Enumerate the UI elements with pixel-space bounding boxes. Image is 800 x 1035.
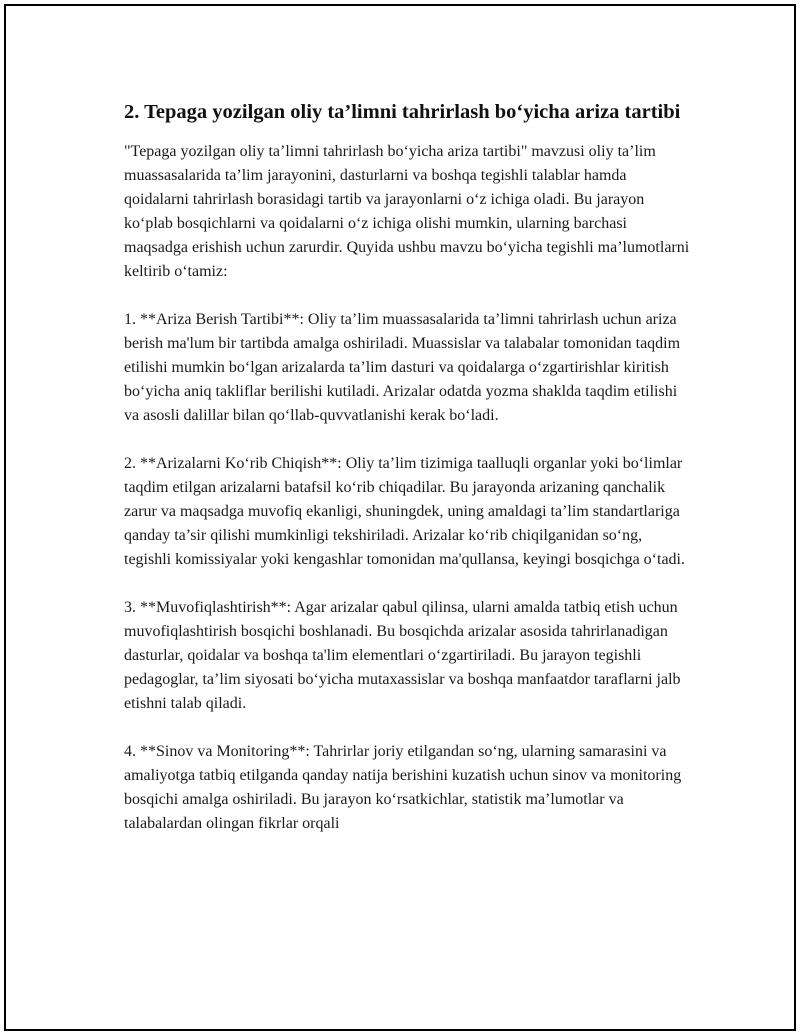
document-body xyxy=(124,98,690,836)
paragraph-muvofiqlashtirish: 3. **Muvofiqlashtirish**: Agar arizalar qabul qilinsa, ularni amalda tatbiq etish uchun muvofiqlashtirish bosqichi boshlanadi. Bu bosqichda arizalar asosida tahrirlanadigan dasturlar, qoidalar va boshqa ta'lim elementlari o‘zgartiriladi. Bu jarayon tegishli pedagoglar, ta’lim siyosati bo‘yicha mutaxassislar va boshqa manfaatdor taraflarni jalb etishni talab qiladi. xyxy=(124,599,681,712)
intro-paragraph: "Tepaga yozilgan oliy ta’limni tahrirlash bo‘yicha ariza tartibi" mavzusi oliy ta’lim muassasalarida ta’lim jarayonini, dasturlarni va boshqa tegishli talablar hamda qoidalarni tahrirlash borasidagi tartib va jarayonlarni o‘z ichiga oladi. Bu jarayon ko‘plab bosqichlarni va qoidalarni o‘z ichiga olishi mumkin, ularning barchasi maqsadga erishish uchun zarurdir. Quyida ushbu mavzu bo‘yicha tegishli ma’lumotlarni keltirib o‘tamiz: xyxy=(124,143,690,280)
page-frame xyxy=(4,4,796,1031)
paragraph-korib-chiqish: 2. **Arizalarni Ko‘rib Chiqish**: Oliy ta’lim tizimiga taalluqli organlar yoki bo‘limlar taqdim etilgan arizalarni batafsil ko‘rib chiqadilar. Bu jarayonda arizaning qanchalik zarur va maqsadga muvofiq ekanligi, shuningdek, uning amaldagi ta’lim standartlariga qanday ta’sir qilishi mumkinligi tekshiriladi. Arizalar ko‘rib chiqilganidan so‘ng, tegishli komissiyalar yoki kengashlar tomonidan ma'qullansa, keyingi bosqichga o‘tadi. xyxy=(124,455,685,568)
section-heading: 2. Tepaga yozilgan oliy ta’limni tahrirlash bo‘yicha ariza tartibi xyxy=(124,101,681,123)
paragraph-sinov-monitoring: 4. **Sinov va Monitoring**: Tahrirlar joriy etilgandan so‘ng, ularning samarasini va amaliyotga tatbiq etilganda qanday natija berishini kuzatish uchun sinov va monitoring bosqichi amalga oshiriladi. Bu jarayon ko‘rsatkichlar, statistik ma’lumotlar va talabalardan olingan fikrlar orqali xyxy=(124,743,682,832)
paragraph-ariza-berish: 1. **Ariza Berish Tartibi**: Oliy ta’lim muassasalarida ta’limni tahrirlash uchun ariza berish ma'lum bir tartibda amalga oshiriladi. Muassislar va talabalar tomonidan taqdim etilishi mumkin bo‘lgan arizalarda ta’lim dasturi va qoidalarga o‘zgartirishlar kiritish bo‘yicha aniq takliflar berilishi kutiladi. Arizalar odatda yozma shaklda taqdim etilishi va asosli dalillar bilan qo‘llab-quvvatlanishi kerak bo‘ladi. xyxy=(124,311,681,424)
